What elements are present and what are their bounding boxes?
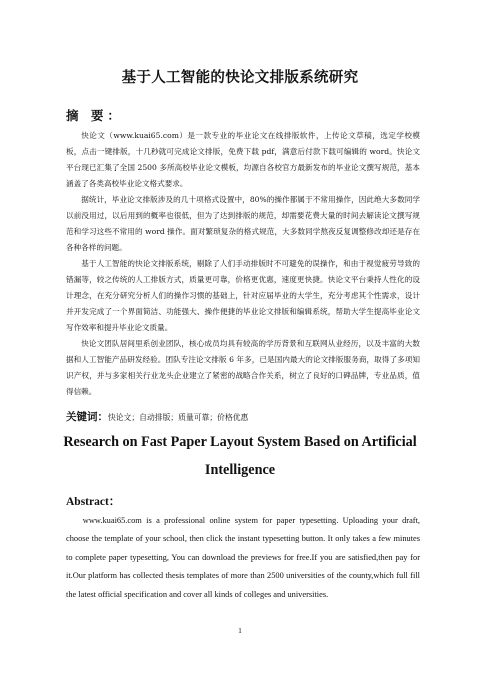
document-title-en-line-2: Intelligence [204,462,276,478]
keywords-line [66,410,426,425]
abstract-heading-cn: 摘 要： [66,108,124,123]
page-number: 1 [238,626,242,635]
keywords-text: 快论文；自动排版；质量可靠；价格优惠 [108,413,249,422]
document-title-cn: 基于人工智能的快论文排版系统研究 [121,70,359,86]
abstract-paragraph-cn-2: 据统计，毕业论文排版涉及的几十项格式设置中，80%的操作都属于不常用操作，因此绝大多数同学以前没用过，以后用到的概率也很低，但为了达到排版的规范，却需要花费大量的时间去解读论文撰写规范和学习这些不常用的 word 操作。面对繁琐复杂的格式规范，大多数同学熬夜反复调整修改却还是存在各种各样的问题。 [66,195,420,252]
abstract-heading-en: Abstract： [66,496,121,508]
abstract-body-cn [66,128,420,400]
abstract-paragraph-en: www.kuai65.com is a professional online system for paper typesetting. Uploading your draft, choose the template of your school, then click the instant typesetting button. It only takes a few minutes to complete paper typesetting, You can download the previews for free.If you are satisfied,then pay for it.Our platform has collected thesis templates of more than 2500 universities of the county,which full fill the latest official specification and cover all kinds of colleges and universities. [66,516,420,599]
keywords-label: 关键词： [66,411,108,423]
document-title-en [60,428,420,484]
document-title-en-line-1: Research on Fast Paper Layout System Based on Artificial [63,434,417,450]
abstract-paragraph-cn-3: 基于人工智能的快论文排版系统，剔除了人们手动排版时不可避免的误操作，和由于视觉疲劳导致的错漏等，较之传统的人工排版方式，质量更可靠，价格更优惠，速度更快捷。快论文平台秉持人性化的设计理念，在充分研究分析人们的操作习惯的基础上，针对应届毕业的大学生，充分考虑其个性需求，设计并开发完成了一个界面简洁、功能强大、操作便捷的毕业论文排版和编辑系统，帮助大学生提高毕业论文写作效率和提升毕业论文质量。 [66,259,420,332]
abstract-paragraph-cn-4: 快论文团队居间里系创业团队，核心成员均具有较高的学历背景和互联网从业经历，以及丰富的大数据和人工智能产品研发经验。团队专注论文排版 6 年多，已是国内最大的论文排版服务商，取得了多项知识产权，并与多家相关行业龙头企业建立了紧密的战略合作关系，树立了良好的口碑品牌，专业品质，值得信赖。 [66,339,420,396]
abstract-body-en [66,512,420,604]
abstract-paragraph-cn-1: 快论文（www.kuai65.com）是一款专业的毕业论文在线排版软件，上传论文草稿，选定学校模板，点击一键排版，十几秒就可完成论文排版，免费下载 pdf，满意后付款下载可编辑的 word。快论文平台现已汇集了全国 2500 多所高校毕业论文模板，均源自各校官方最新发布的毕业论文撰写规范，基本涵盖了各类高校毕业论文格式要求。 [66,131,420,188]
